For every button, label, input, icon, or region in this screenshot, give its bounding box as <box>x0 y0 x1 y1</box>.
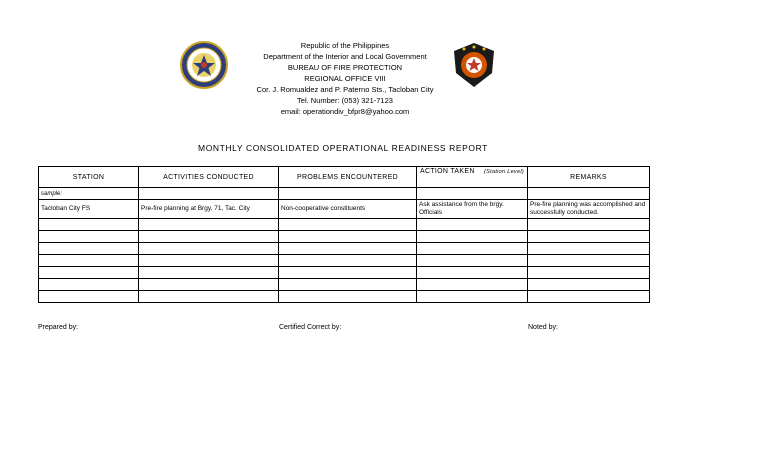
table-cell[interactable] <box>279 188 417 200</box>
sample-label-row <box>39 188 650 200</box>
table-cell[interactable] <box>279 255 417 267</box>
letterhead <box>230 40 460 117</box>
table-cell[interactable] <box>528 231 650 243</box>
col-remarks-header: REMARKS <box>528 167 650 188</box>
header-email: email: operationdiv_bfpr8@yahoo.com <box>280 107 410 116</box>
table-cell[interactable] <box>139 267 279 279</box>
header-bureau: BUREAU OF FIRE PROTECTION <box>287 63 403 72</box>
header-department: Department of the Interior and Local Government <box>263 52 427 61</box>
table-cell[interactable] <box>417 231 528 243</box>
table-row <box>39 255 650 267</box>
table-cell[interactable] <box>417 243 528 255</box>
table-cell[interactable] <box>39 291 139 303</box>
empty-rows <box>39 219 650 303</box>
col-station-header: STATION <box>39 167 139 188</box>
col-action-header <box>417 167 528 188</box>
table-cell[interactable] <box>417 219 528 231</box>
col-action-label: ACTION TAKEN <box>420 168 475 175</box>
sample-label: sample: <box>39 188 139 200</box>
header-region: REGIONAL OFFICE VIII <box>304 74 386 83</box>
table-cell[interactable] <box>528 267 650 279</box>
table-cell[interactable] <box>528 243 650 255</box>
table-cell[interactable] <box>528 188 650 200</box>
sample-activities: Pre-fire planning at Brgy. 71, Tac. City <box>139 200 279 219</box>
table-cell[interactable] <box>139 188 279 200</box>
table-cell[interactable] <box>528 255 650 267</box>
table-cell[interactable] <box>279 219 417 231</box>
report-table <box>38 166 650 303</box>
table-cell[interactable] <box>39 243 139 255</box>
noted-by-label: Noted by: <box>528 324 558 331</box>
col-activities-header: ACTIVITIES CONDUCTED <box>139 167 279 188</box>
table-cell[interactable] <box>279 291 417 303</box>
table-cell[interactable] <box>417 291 528 303</box>
sample-action: Ask assistance from the brgy. Officials <box>417 200 528 219</box>
table-cell[interactable] <box>39 267 139 279</box>
dilg-seal-icon <box>180 41 228 89</box>
header-republic: Republic of the Philippines <box>300 41 390 50</box>
table-row <box>39 279 650 291</box>
table-cell[interactable] <box>279 231 417 243</box>
table-cell[interactable] <box>528 279 650 291</box>
table-cell[interactable] <box>528 219 650 231</box>
col-action-sublabel: (Station Level) <box>484 169 524 175</box>
table-cell[interactable] <box>139 291 279 303</box>
table-cell[interactable] <box>417 255 528 267</box>
table-cell[interactable] <box>139 255 279 267</box>
table-cell[interactable] <box>139 231 279 243</box>
table-cell[interactable] <box>528 291 650 303</box>
table-cell[interactable] <box>139 219 279 231</box>
table-row <box>39 267 650 279</box>
table-cell[interactable] <box>39 255 139 267</box>
table-cell[interactable] <box>417 188 528 200</box>
sample-row <box>39 200 650 219</box>
table-cell[interactable] <box>39 219 139 231</box>
report-title: MONTHLY CONSOLIDATED OPERATIONAL READINESS REPORT <box>198 143 488 153</box>
table-cell[interactable] <box>39 231 139 243</box>
sample-problems: Non-cooperative constituents <box>279 200 417 219</box>
table-row <box>39 231 650 243</box>
table-row <box>39 243 650 255</box>
table-cell[interactable] <box>39 279 139 291</box>
table-row <box>39 219 650 231</box>
prepared-by-label: Prepared by: <box>38 324 79 331</box>
table-cell[interactable] <box>417 267 528 279</box>
table-cell[interactable] <box>139 243 279 255</box>
table-cell[interactable] <box>279 267 417 279</box>
sample-remarks: Pre-fire planning was accomplished and successfully conducted. <box>528 200 650 219</box>
header-phone: Tel. Number: (053) 321-7123 <box>297 96 393 105</box>
certified-by-label: Certified Correct by: <box>279 324 342 331</box>
table-cell[interactable] <box>279 279 417 291</box>
table-cell[interactable] <box>279 243 417 255</box>
table-header-row <box>39 167 650 188</box>
header-address: Cor. J. Romualdez and P. Paterno Sts., Tacloban City <box>256 85 434 94</box>
table-row <box>39 291 650 303</box>
col-problems-header: PROBLEMS ENCOUNTERED <box>279 167 417 188</box>
sample-station: Tacloban City FS <box>39 200 139 219</box>
table-cell[interactable] <box>139 279 279 291</box>
table-cell[interactable] <box>417 279 528 291</box>
